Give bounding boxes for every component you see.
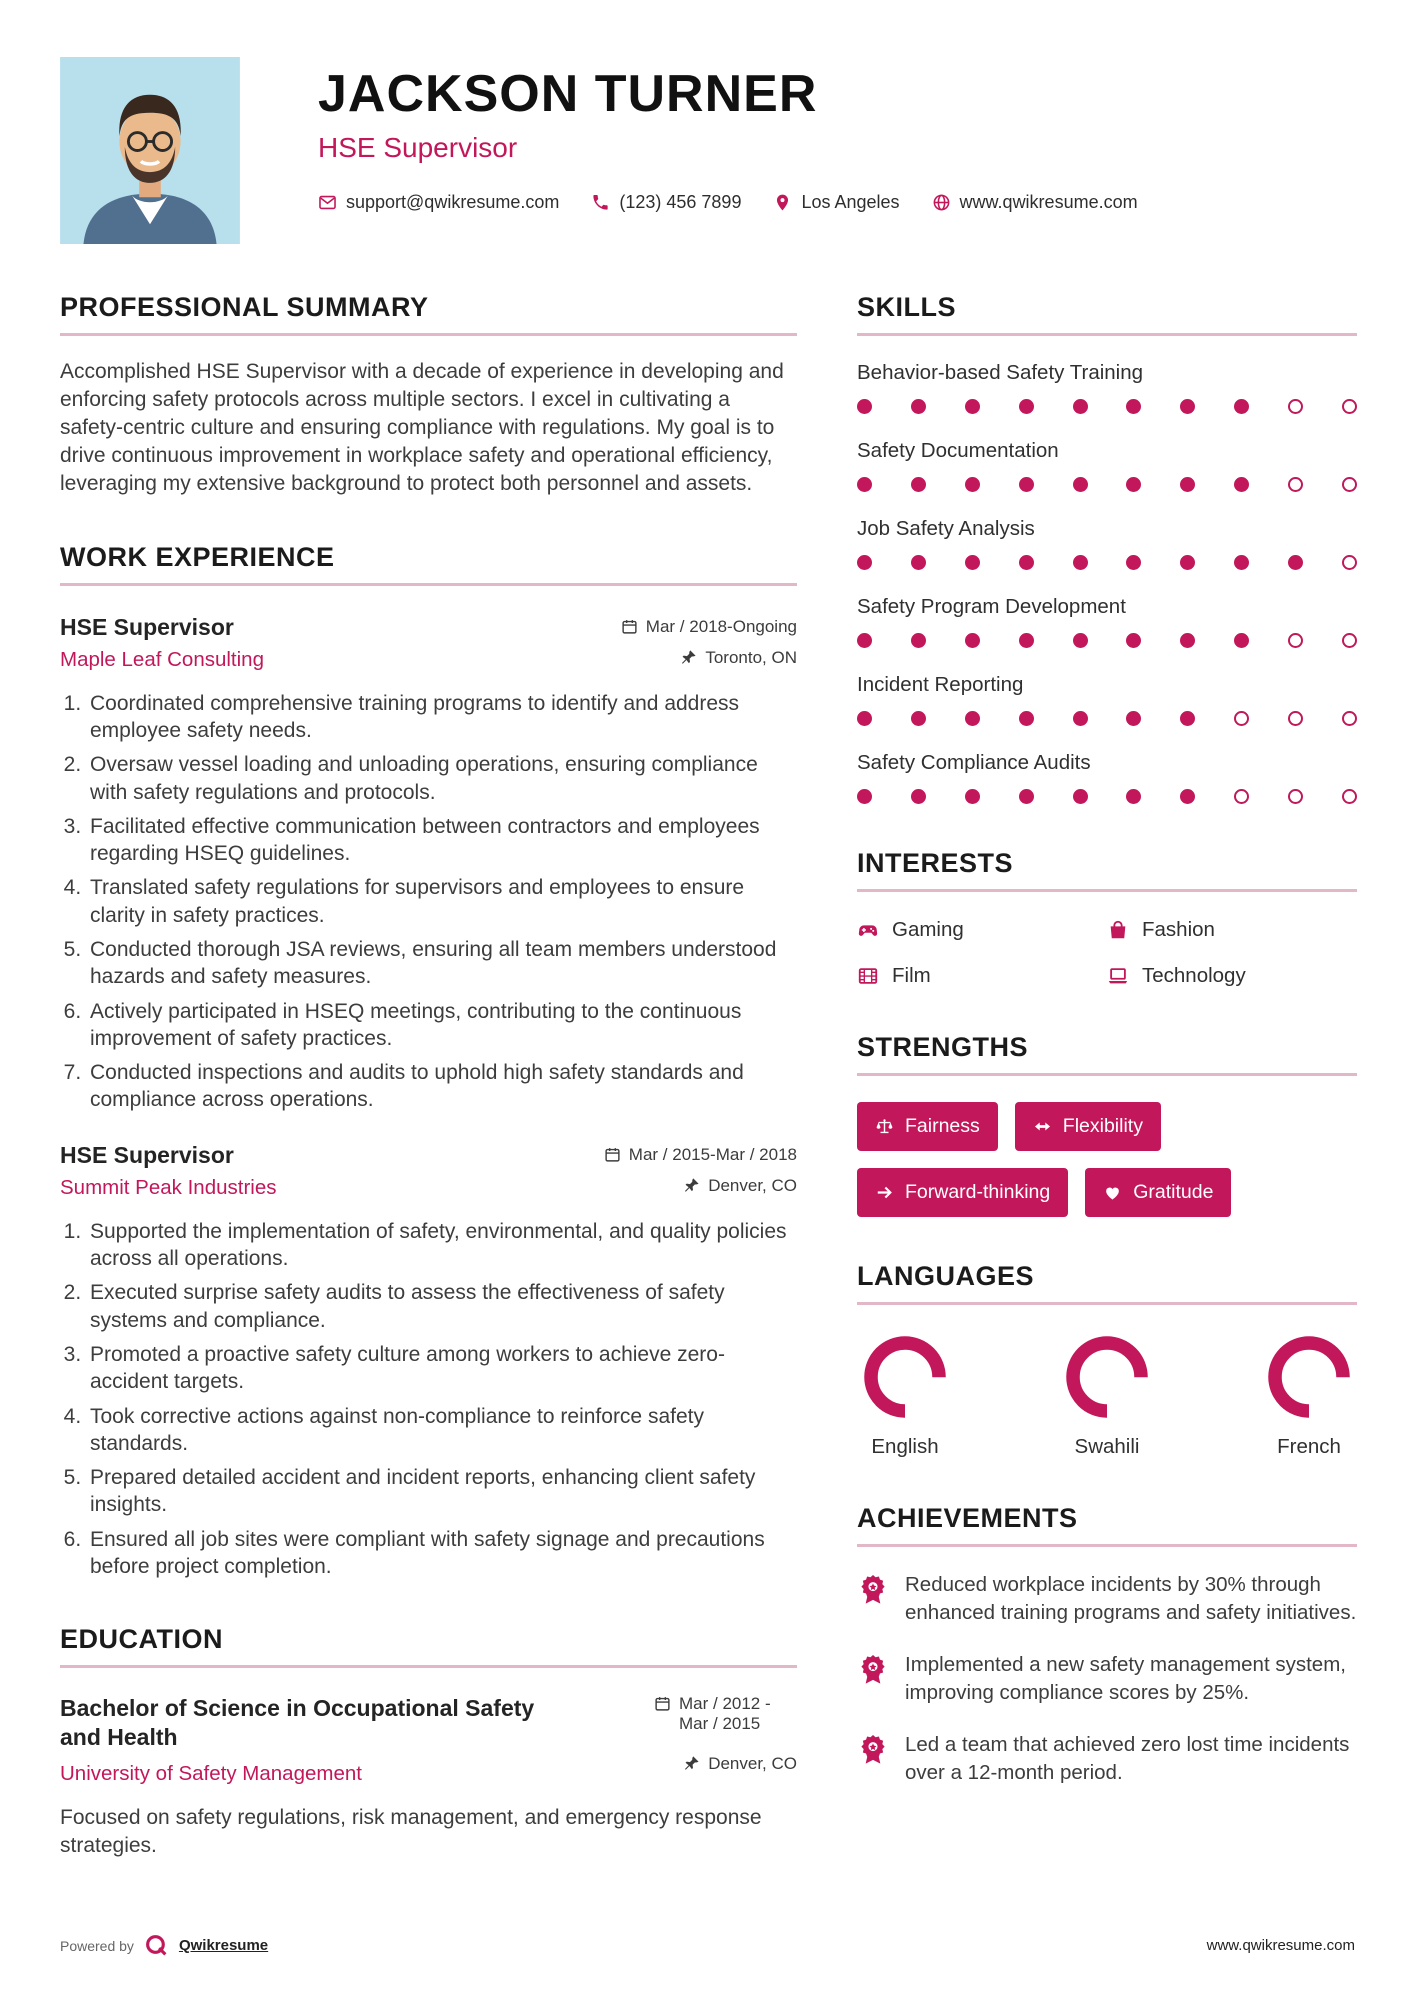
job-header xyxy=(60,614,797,672)
contact-item[interactable] xyxy=(932,192,1138,213)
job-bullet: 4. Took corrective actions against non-compliance to reinforce safety standards. xyxy=(87,1403,797,1458)
job-bullet: 3. Promoted a proactive safety culture among workers to achieve zero-accident targets. xyxy=(87,1341,797,1396)
contact-row xyxy=(318,192,1138,213)
page-footer xyxy=(60,1933,1355,1958)
job-bullet: 2. Oversaw vessel loading and unloading operations, ensuring compliance with safety regulations and protocols. xyxy=(87,751,797,806)
job-bullet: 6. Actively participated in HSEQ meetings, contributing to the continuous improvement of safety practices. xyxy=(87,998,797,1053)
skills-list xyxy=(857,361,1357,804)
skill-dots xyxy=(857,477,1357,492)
strength-badge xyxy=(857,1102,998,1151)
laptop-icon xyxy=(1107,965,1129,987)
skill-dot xyxy=(1126,789,1141,804)
job-company: Summit Peak Industries xyxy=(60,1175,277,1199)
phone-icon xyxy=(591,193,610,212)
skill-dot xyxy=(1342,555,1357,570)
award-ribbon-icon xyxy=(857,1733,889,1765)
language-level-ring xyxy=(863,1335,947,1419)
skill-dot xyxy=(1073,633,1088,648)
strengths-heading: STRENGTHS xyxy=(857,1032,1029,1062)
content-columns xyxy=(60,292,1357,1904)
skill-dot xyxy=(1234,789,1249,804)
language-level-ring xyxy=(1267,1335,1351,1419)
languages-heading: LANGUAGES xyxy=(857,1261,1035,1291)
languages-section xyxy=(857,1261,1357,1459)
interest-item xyxy=(1107,964,1357,988)
strength-label: Gratitude xyxy=(1133,1181,1214,1203)
interest-label: Film xyxy=(892,964,931,987)
skill-dot xyxy=(1180,477,1195,492)
job-bullet: 5. Prepared detailed accident and incident reports, enhancing client safety insights. xyxy=(87,1464,797,1519)
interest-item xyxy=(857,964,1107,988)
job-company: Maple Leaf Consulting xyxy=(60,647,264,671)
powered-by-label: Powered by xyxy=(60,1937,134,1954)
section-rule xyxy=(857,889,1357,892)
skill-dot xyxy=(1126,633,1141,648)
skill-dot xyxy=(1234,633,1249,648)
skill-item xyxy=(857,517,1357,570)
skill-dot xyxy=(911,555,926,570)
job-bullet: 4. Translated safety regulations for supervisors and employees to ensure clarity in safety practices. xyxy=(87,874,797,929)
achievement-text: Implemented a new safety management system, improving compliance scores by 25%. xyxy=(905,1653,1346,1705)
skill-dot xyxy=(1180,399,1195,414)
skill-dot xyxy=(965,633,980,648)
skill-dot xyxy=(1342,789,1357,804)
jobs-list xyxy=(60,614,797,1581)
education-section xyxy=(60,1624,797,1859)
interest-label: Gaming xyxy=(892,918,964,941)
skill-dot xyxy=(911,477,926,492)
skill-dot xyxy=(1342,399,1357,414)
job-location xyxy=(621,648,797,668)
achievement-text: Led a team that achieved zero lost time incidents over a 12-month period. xyxy=(905,1733,1350,1785)
contact-text: support@qwikresume.com xyxy=(346,191,560,212)
experience-heading: WORK EXPERIENCE xyxy=(60,541,335,572)
skill-dot xyxy=(911,789,926,804)
language-name: English xyxy=(871,1435,939,1458)
candidate-title: HSE Supervisor xyxy=(318,131,518,163)
skills-heading: SKILLS xyxy=(857,292,957,322)
job-entry xyxy=(60,614,797,1114)
degree-title: Bachelor of Science in Occupational Safety and Health xyxy=(60,1695,535,1751)
skill-name: Safety Compliance Audits xyxy=(857,751,1091,774)
education-meta xyxy=(654,1694,797,1786)
job-dates-text: Mar / 2018-Ongoing xyxy=(645,616,797,636)
skill-dot xyxy=(1073,711,1088,726)
languages-list xyxy=(857,1335,1357,1459)
skill-dot xyxy=(1288,789,1303,804)
skill-dot xyxy=(857,633,872,648)
skill-dot xyxy=(1019,555,1034,570)
pushpin-icon xyxy=(680,649,697,666)
strength-badge xyxy=(1015,1102,1161,1151)
education-main xyxy=(60,1694,540,1786)
summary-heading: PROFESSIONAL SUMMARY xyxy=(60,292,429,322)
skill-dot xyxy=(1234,555,1249,570)
education-location-text: Denver, CO xyxy=(708,1754,797,1774)
footer-website-link[interactable]: www.qwikresume.com xyxy=(1206,1937,1355,1954)
language-level-ring xyxy=(1065,1335,1149,1419)
strength-label: Fairness xyxy=(905,1115,980,1137)
interest-item xyxy=(857,918,1107,942)
skill-dot xyxy=(1126,477,1141,492)
job-location-text: Denver, CO xyxy=(708,1175,797,1195)
section-rule xyxy=(857,1302,1357,1305)
skill-dot xyxy=(1126,555,1141,570)
language-name: Swahili xyxy=(1074,1435,1140,1458)
heart-icon xyxy=(1103,1183,1122,1202)
contact-text: www.qwikresume.com xyxy=(959,191,1138,212)
achievements-heading: ACHIEVEMENTS xyxy=(857,1503,1078,1533)
skill-name: Safety Documentation xyxy=(857,439,1059,462)
skill-name: Incident Reporting xyxy=(857,673,1024,696)
skill-dot xyxy=(1234,711,1249,726)
skill-dot xyxy=(965,477,980,492)
section-rule xyxy=(60,1665,797,1668)
skill-dot xyxy=(1288,399,1303,414)
skill-dot xyxy=(857,477,872,492)
achievement-text: Reduced workplace incidents by 30% through enhanced training programs and safety initiatives. xyxy=(905,1573,1357,1625)
language-item xyxy=(1267,1335,1351,1459)
award-ribbon-icon xyxy=(857,1653,889,1685)
achievement-item xyxy=(857,1651,1357,1707)
summary-text: Accomplished HSE Supervisor with a decade of experience in developing and enforcing safety protocols across multiple sectors. I excel in cultivating a safety-centric culture and ensuring compliance with regulations. My goal is to drive continuous improvement in workplace safety and operational efficiency, leveraging my extensive background to protect both personnel and assets. xyxy=(60,360,784,495)
section-rule xyxy=(60,333,797,336)
skill-dot xyxy=(1073,399,1088,414)
skill-item xyxy=(857,673,1357,726)
skills-section xyxy=(857,292,1357,804)
skill-name: Job Safety Analysis xyxy=(857,517,1035,540)
skill-dot xyxy=(1073,477,1088,492)
contact-item[interactable] xyxy=(591,192,741,213)
skill-dot xyxy=(1126,711,1141,726)
language-item xyxy=(1065,1335,1149,1459)
job-dates xyxy=(604,1145,797,1165)
arrows-icon xyxy=(1033,1117,1052,1136)
achievements-list xyxy=(857,1571,1357,1787)
skill-item xyxy=(857,595,1357,648)
job-bullet: 5. Conducted thorough JSA reviews, ensuring all team members understood hazards and safety measures. xyxy=(87,936,797,991)
left-column xyxy=(60,292,797,1904)
resume-header xyxy=(60,57,1357,244)
experience-section xyxy=(60,542,797,1581)
job-entry xyxy=(60,1142,797,1581)
section-rule xyxy=(857,1073,1357,1076)
education-location xyxy=(683,1754,797,1774)
skill-dot xyxy=(1288,477,1303,492)
shopping-bag-icon xyxy=(1107,919,1129,941)
skill-dots xyxy=(857,789,1357,804)
education-entry xyxy=(60,1694,797,1786)
skill-dot xyxy=(1019,789,1034,804)
pushpin-icon xyxy=(683,1755,700,1772)
job-bullets xyxy=(60,690,797,1114)
skill-dot xyxy=(1073,555,1088,570)
award-ribbon-icon xyxy=(857,1573,889,1605)
job-bullet: 2. Executed surprise safety audits to assess the effectiveness of safety systems and compliance. xyxy=(87,1279,797,1334)
right-column xyxy=(857,292,1357,1831)
strength-badge xyxy=(857,1168,1068,1217)
skill-dot xyxy=(1180,555,1195,570)
skill-dot xyxy=(1126,399,1141,414)
strength-label: Forward-thinking xyxy=(905,1181,1051,1203)
skill-dot xyxy=(911,399,926,414)
skill-dot xyxy=(965,789,980,804)
pushpin-icon xyxy=(683,1177,700,1194)
qwikresume-brand-link[interactable]: Qwikresume xyxy=(178,1937,269,1954)
gamepad-icon xyxy=(857,919,879,941)
skill-dots xyxy=(857,633,1357,648)
qwikresume-logo-icon xyxy=(144,1933,169,1958)
skill-name: Behavior-based Safety Training xyxy=(857,361,1144,384)
strength-badge xyxy=(1085,1168,1231,1217)
job-location-text: Toronto, ON xyxy=(705,647,797,667)
skill-dots xyxy=(857,711,1357,726)
powered-by xyxy=(60,1933,268,1958)
strength-label: Flexibility xyxy=(1062,1115,1143,1137)
skill-name: Safety Program Development xyxy=(857,595,1126,618)
location-icon xyxy=(773,193,792,212)
job-title: HSE Supervisor xyxy=(60,613,234,640)
skill-dot xyxy=(911,633,926,648)
language-name: French xyxy=(1277,1435,1341,1458)
skill-dot xyxy=(857,789,872,804)
education-description: Focused on safety regulations, risk management, and emergency response strategies. xyxy=(60,1805,762,1857)
school-name: University of Safety Management xyxy=(60,1761,362,1785)
skill-dot xyxy=(1019,711,1034,726)
globe-icon xyxy=(932,193,951,212)
skill-dot xyxy=(857,399,872,414)
skill-dots xyxy=(857,399,1357,414)
interests-heading: INTERESTS xyxy=(857,848,1014,878)
job-bullet: 7. Conducted inspections and audits to uphold high safety standards and compliance across operations. xyxy=(87,1059,797,1114)
skill-dot xyxy=(857,555,872,570)
skill-dot xyxy=(965,555,980,570)
calendar-icon xyxy=(621,618,638,635)
arrow-right-icon xyxy=(875,1183,894,1202)
job-bullet: 1. Supported the implementation of safety, environmental, and quality policies across all operations. xyxy=(87,1218,797,1273)
contact-item[interactable] xyxy=(318,192,559,213)
skill-dot xyxy=(1180,789,1195,804)
skill-dot xyxy=(965,399,980,414)
skill-dot xyxy=(1288,711,1303,726)
job-title: HSE Supervisor xyxy=(60,1141,234,1168)
section-rule xyxy=(857,333,1357,336)
skill-item xyxy=(857,361,1357,414)
skill-dot xyxy=(1019,633,1034,648)
job-header xyxy=(60,1142,797,1200)
profile-photo xyxy=(60,57,240,244)
skill-dot xyxy=(965,711,980,726)
skill-dot xyxy=(857,711,872,726)
skill-item xyxy=(857,751,1357,804)
achievement-item xyxy=(857,1731,1357,1787)
scales-icon xyxy=(875,1117,894,1136)
summary-section xyxy=(60,292,797,498)
skill-dot xyxy=(1019,477,1034,492)
skill-dot xyxy=(1180,633,1195,648)
strengths-list xyxy=(857,1102,1357,1217)
section-rule xyxy=(60,583,797,586)
skill-dot xyxy=(1288,555,1303,570)
strengths-section xyxy=(857,1032,1357,1217)
candidate-name: JACKSON TURNER xyxy=(318,65,818,123)
skill-dot xyxy=(1288,633,1303,648)
skill-dot xyxy=(1019,399,1034,414)
language-item xyxy=(863,1335,947,1459)
job-bullet: 1. Coordinated comprehensive training programs to identify and address employee safety needs. xyxy=(87,690,797,745)
header-text xyxy=(318,57,1138,213)
contact-text: Los Angeles xyxy=(801,191,900,212)
contact-item[interactable] xyxy=(773,192,899,213)
job-bullet: 3. Facilitated effective communication between contractors and employees regarding HSEQ guidelines. xyxy=(87,813,797,868)
interest-label: Fashion xyxy=(1142,918,1215,941)
skill-dot xyxy=(1342,633,1357,648)
education-dates-text: Mar / 2012 - Mar / 2015 xyxy=(679,1694,771,1734)
calendar-icon xyxy=(654,1695,671,1712)
achievements-section xyxy=(857,1503,1357,1787)
interests-grid xyxy=(857,918,1357,988)
calendar-icon xyxy=(604,1146,621,1163)
education-heading: EDUCATION xyxy=(60,1624,223,1655)
skill-dot xyxy=(1342,711,1357,726)
email-icon xyxy=(318,193,337,212)
interest-item xyxy=(1107,918,1357,942)
job-dates-text: Mar / 2015-Mar / 2018 xyxy=(628,1144,797,1164)
interest-label: Technology xyxy=(1142,964,1246,987)
section-rule xyxy=(857,1544,1357,1547)
job-bullet: 6. Ensured all job sites were compliant with safety signage and precautions before project completion. xyxy=(87,1526,797,1581)
skill-item xyxy=(857,439,1357,492)
achievement-item xyxy=(857,1571,1357,1627)
skill-dots xyxy=(857,555,1357,570)
avatar xyxy=(60,57,240,244)
contact-text: (123) 456 7899 xyxy=(619,191,742,212)
skill-dot xyxy=(1342,477,1357,492)
job-location xyxy=(604,1176,797,1196)
film-icon xyxy=(857,965,879,987)
skill-dot xyxy=(911,711,926,726)
job-bullets xyxy=(60,1218,797,1581)
interests-section xyxy=(857,848,1357,988)
skill-dot xyxy=(1234,477,1249,492)
job-dates xyxy=(621,617,797,637)
education-dates xyxy=(654,1694,797,1734)
skill-dot xyxy=(1234,399,1249,414)
skill-dot xyxy=(1180,711,1195,726)
skill-dot xyxy=(1073,789,1088,804)
